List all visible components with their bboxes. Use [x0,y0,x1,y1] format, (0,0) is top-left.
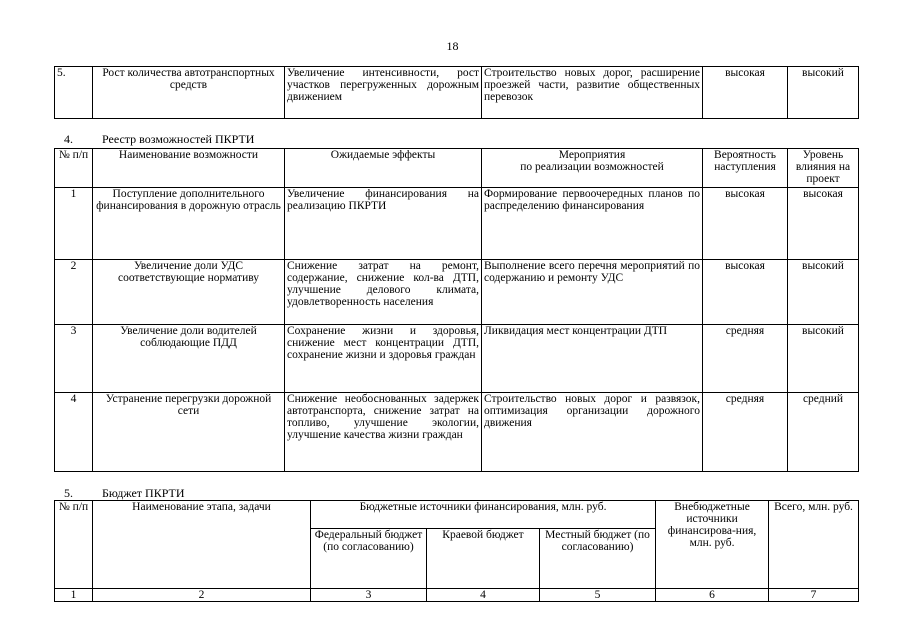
row-probability: средняя [703,393,788,472]
row-measures: Строительство новых дорог и развязок, оптимизация организации дорожного движения [482,393,703,472]
row-effects: Снижение затрат на ремонт, содержание, снижение кол-ва ДТП, улучшение делового климата, удовлетворенность населения [285,260,482,325]
header-measures [482,149,703,188]
row-probability: высокая [703,260,788,325]
row-measures: Формирование первоочередных планов по распределению финансирования [482,188,703,260]
row-num: 2 [55,260,93,325]
budget-header-regional: Краевой бюджет [427,529,540,589]
row-name: Устранение перегрузки дорожной сети [93,393,285,472]
header-probability: Вероятность наступления [703,149,788,188]
row-num: 4 [55,393,93,472]
row-effects: Увеличение финансирования на реализацию ПКРТИ [285,188,482,260]
col-number: 6 [656,589,769,602]
row-name: Увеличение доли УДС соответствующие нормативу [93,260,285,325]
row-name: Увеличение доли водителей соблюдающие ПДД [93,325,285,393]
row-effects: Сохранение жизни и здоровья, снижение мест концентрации ДТП, сохранение жизни и здоровья граждан [285,325,482,393]
col-number: 7 [769,589,859,602]
row-impact: высокий [788,260,859,325]
budget-header-federal: Федеральный бюджет (по согласованию) [311,529,427,589]
header-effects: Ожидаемые эффекты [285,149,482,188]
header-measures-line1: Мероприятия [558,149,626,161]
col-number: 3 [311,589,427,602]
table-row [55,393,859,472]
budget-header-sources: Бюджетные источники финансирования, млн. руб. [311,501,656,529]
budget-heading-title: Бюджет ПКРТИ [102,486,185,500]
budget-header-name: Наименование этапа, задачи [93,501,311,589]
row-impact: высокая [788,188,859,260]
budget-header-local: Местный бюджет (по согласованию) [540,529,656,589]
table-header-row [55,149,859,188]
opportunities-heading-title: Реестр возможностей ПКРТИ [102,132,255,146]
budget-heading [64,487,185,500]
table-row [55,188,859,260]
risk-num: 5. [55,67,93,119]
header-impact: Уровень влияния на проект [788,149,859,188]
risk-probability: высокая [703,67,788,119]
col-number: 2 [93,589,311,602]
row-num: 1 [55,188,93,260]
budget-header-total: Всего, млн. руб. [769,501,859,589]
risk-name: Рост количества автотранспортных средств [93,67,285,119]
risk-effects: Увеличение интенсивности, рост участков перегруженных дорожным движением [285,67,482,119]
row-name: Поступление дополнительного финансирования в дорожную отрасль [93,188,285,260]
risk-impact: высокий [788,67,859,119]
opportunities-table [54,148,859,472]
opportunities-heading [64,133,254,146]
opportunities-heading-num: 4. [64,132,73,146]
budget-heading-num: 5. [64,486,73,500]
header-name: Наименование возможности [93,149,285,188]
table-row [55,325,859,393]
table-row [55,67,859,119]
col-number: 5 [540,589,656,602]
page-number: 18 [446,39,459,53]
row-effects: Снижение необоснованных задержек автотранспорта, снижение затрат на топливо, улучшение экологии, улучшение качества жизни граждан [285,393,482,472]
risk-measures: Строительство новых дорог, расширение проезжей части, развитие общественных перевозок [482,67,703,119]
header-measures-line2: по реализации возможностей [520,161,664,173]
table-row [55,589,859,602]
budget-header-extra: Внебюджетные источники финансирова-ния, млн. руб. [656,501,769,589]
budget-table [54,500,859,602]
budget-header-num: № п/п [55,501,93,589]
row-probability: средняя [703,325,788,393]
row-measures: Ликвидация мест концентрации ДТП [482,325,703,393]
risk-table [54,66,859,119]
table-header-row [55,501,859,529]
table-row [55,260,859,325]
row-impact: средний [788,393,859,472]
header-num: № п/п [55,149,93,188]
row-impact: высокий [788,325,859,393]
col-number: 1 [55,589,93,602]
row-num: 3 [55,325,93,393]
row-probability: высокая [703,188,788,260]
row-measures: Выполнение всего перечня мероприятий по содержанию и ремонту УДС [482,260,703,325]
col-number: 4 [427,589,540,602]
